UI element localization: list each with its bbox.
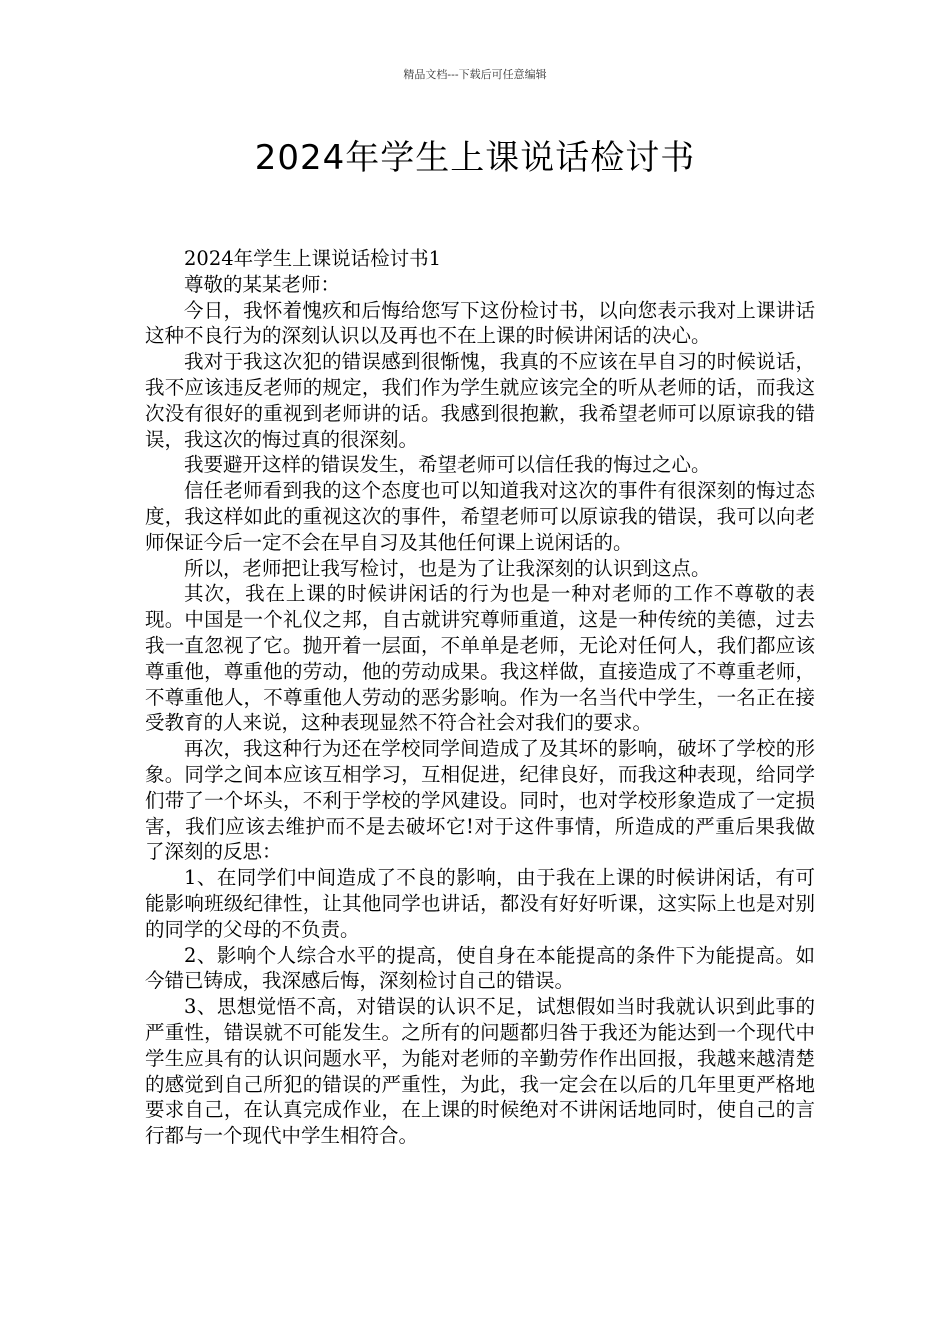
list-item: 2、影响个人综合水平的提高，使自身在本能提高的条件下为能提高。如今错已铸成，我深感后悔，深刻检讨自己的错误。 [145, 943, 815, 993]
document-title: 2024年学生上课说话检讨书 [254, 138, 696, 178]
section-heading: 2024年学生上课说话检讨书1 [184, 247, 442, 270]
list-item: 3、思想觉悟不高，对错误的认识不足，试想假如当时我就认识到此事的严重性，错误就不可能发生。之所有的问题都归咎于我还为能达到一个现代中学生应具有的认识问题水平，为能对老师的辛勤劳作作出回报，我越来越清楚的感觉到自己所犯的错误的严重性，为此，我一定会在以后的几年里更严格地要求自己，在认真完成作业，在上课的时候绝对不讲闲话地同时，使自己的言行都与一个现代中学生相符合。 [145, 995, 815, 1148]
paragraph: 信任老师看到我的这个态度也可以知道我对这次的事件有很深刻的悔过态度，我这样如此的重视这次的事件，希望老师可以原谅我的错误，我可以向老师保证今后一定不会在早自习及其他任何课上说闲话的。 [145, 479, 815, 554]
paragraph: 我对于我这次犯的错误感到很惭愧，我真的不应该在早自习的时候说话，我不应该违反老师的规定，我们作为学生就应该完全的听从老师的话，而我这次没有很好的重视到老师讲的话。我感到很抱歉，我希望老师可以原谅我的错误，我这次的悔过真的很深刻。 [145, 350, 815, 451]
paragraph: 其次，我在上课的时候讲闲话的行为也是一种对老师的工作不尊敬的表现。中国是一个礼仪之邦，自古就讲究尊师重道，这是一种传统的美德，过去我一直忽视了它。抛开着一层面，不单单是老师，无论对任何人，我们都应该尊重他，尊重他的劳动，他的劳动成果。我这样做，直接造成了不尊重老师，不尊重他人，不尊重他人劳动的恶劣影响。作为一名当代中学生，一名正在接受教育的人来说，这种表现显然不符合社会对我们的要求。 [145, 582, 815, 735]
paragraph: 所以，老师把让我写检讨，也是为了让我深刻的认识到这点。 [184, 556, 711, 580]
salutation: 尊敬的某某老师： [184, 272, 341, 296]
header-note: 精品文档---下载后可任意编辑 [403, 68, 547, 81]
paragraph: 再次，我这种行为还在学校同学间造成了及其坏的影响，破坏了学校的形象。同学之间本应该互相学习，互相促进，纪律良好，而我这种表现，给同学们带了一个坏头，不利于学校的学风建设。同时，也对学校形象造成了一定损害，我们应该去维护而不是去破坏它!对于这件事情，所造成的严重后果我做了深刻的反思： [145, 737, 815, 864]
document-body [145, 246, 815, 1149]
paragraph: 我要避开这样的错误发生，希望老师可以信任我的悔过之心。 [184, 453, 711, 477]
paragraph: 今日，我怀着愧疚和后悔给您写下这份检讨书，以向您表示我对上课讲话这种不良行为的深刻认识以及再也不在上课的时候讲闲话的决心。 [145, 298, 815, 348]
list-item: 1、在同学们中间造成了不良的影响，由于我在上课的时候讲闲话，有可能影响班级纪律性，让其他同学也讲话，都没有好好听课，这实际上也是对别的同学的父母的不负责。 [145, 866, 815, 941]
